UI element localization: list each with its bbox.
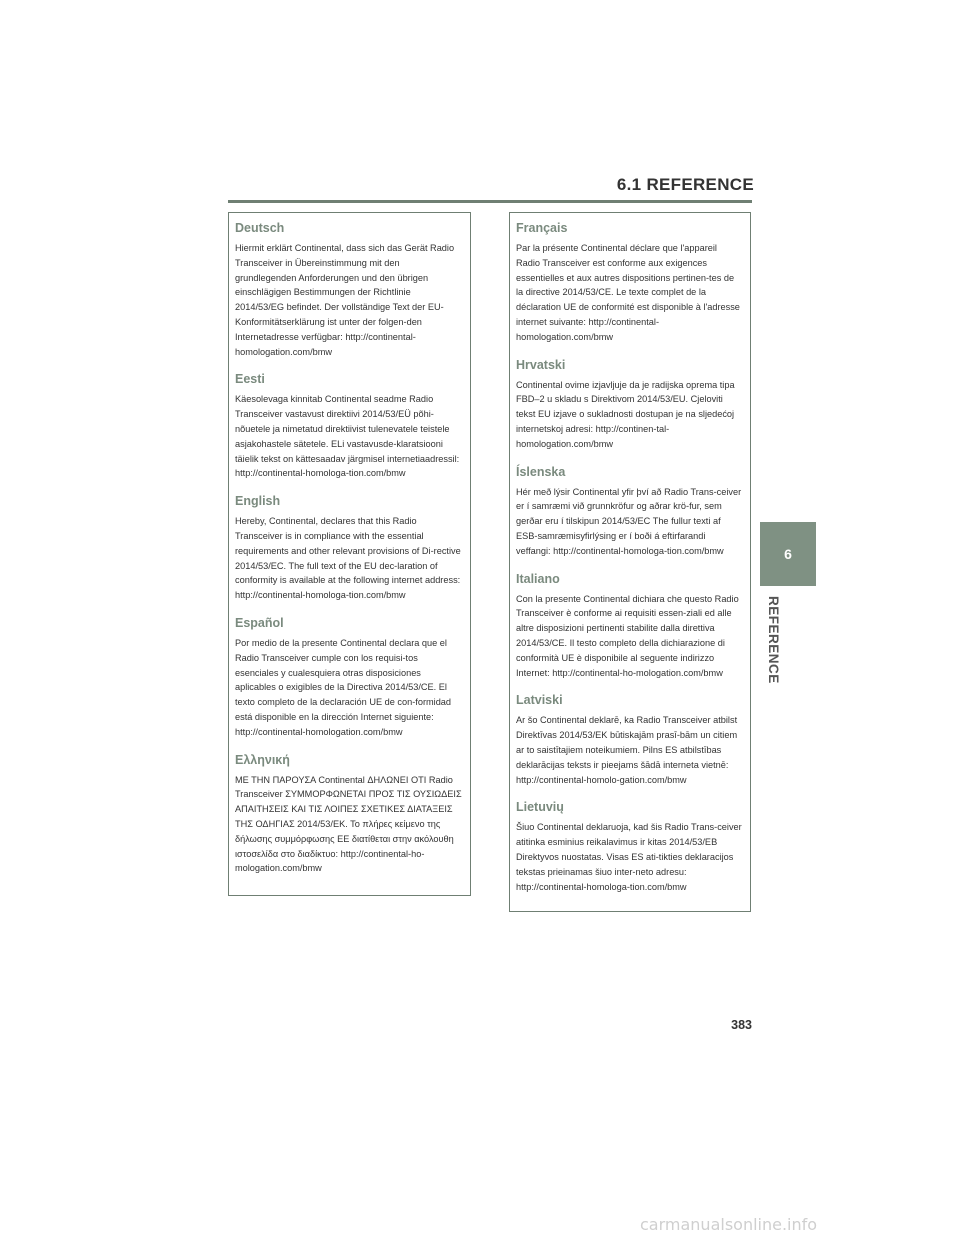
lang-section-eesti bbox=[235, 372, 462, 481]
lang-title: Hrvatski bbox=[516, 357, 566, 372]
lang-section-espanol bbox=[235, 616, 462, 740]
lang-text: Por medio de la presente Continental declara que el Radio Transceiver cumple con los requisi-tos esenciales y cualesquiera otras disposiciones aplicables o exigibles de la Directiva 2014/53/CE. El texto completo de la declaración UE de con-formidad está disponible en la dirección Internet siguiente: http://continental-homologation.com/bmw bbox=[235, 637, 452, 737]
lang-text: Šiuo Continental deklaruoja, kad šis Radio Trans-ceiver atitinka esminius reikalavimus ir kitas 2014/53/EB Direktyvos nuostatas. Visas ES ati-tikties deklaracijos tekstas prieinamas šiuo inter-neto adresu: http://continental-homologa-tion.com/bmw bbox=[516, 822, 742, 892]
chapter-label bbox=[765, 596, 785, 696]
lang-title: Íslenska bbox=[516, 464, 566, 479]
lang-text: Continental ovime izjavljuje da je radijska oprema tipa FBD–2 u skladu s Direktivom 2014/53/EU. Cjeloviti tekst EU izjave o sukladnosti dostupan je na sljedećoj internetskoj adresi: http://continen-tal-homologation.com/bmw bbox=[516, 379, 735, 449]
lang-text: Con la presente Continental dichiara che questo Radio Transceiver è conforme ai requisiti essen-ziali ed alle altre disposizioni pertinenti stabilite dalla direttiva 2014/53/CE. Il testo completo della dichiarazione di conformità UE è disponibile al seguente indirizzo Internet: http://continental-ho-mologation.com/bmw bbox=[516, 593, 739, 678]
lang-section-lietuviu bbox=[516, 800, 742, 894]
lang-title: Eesti bbox=[235, 372, 265, 387]
lang-text: Hereby, Continental, declares that this Radio Transceiver is in compliance with the essential requirements and other relevant provisions of Di-rective 2014/53/EC. The full text of the EU dec-laration of conformity is available at the following internet address: http://continental-homologa-tion.com/bmw bbox=[235, 516, 461, 601]
lang-section-italiano bbox=[516, 572, 742, 681]
lang-section-english bbox=[235, 494, 462, 603]
lang-text: Par la présente Continental déclare que l'appareil Radio Transceiver est conforme aux exigences essentielles et aux autres dispositions pertinen-tes de la directive 2014/53/CE. Le texte complet de la déclaration UE de conformité est disponible à l'adresse internet suivante: http://continental-homologation.com/bmw bbox=[516, 243, 740, 342]
lang-title: Deutsch bbox=[235, 221, 285, 235]
lang-section-hrvatski bbox=[516, 358, 742, 452]
lang-section-islenska bbox=[516, 465, 742, 559]
watermark: carmanualsonline.info bbox=[640, 1215, 818, 1234]
lang-text: Käesolevaga kinnitab Continental seadme Radio Transceiver vastavust direktiivi 2014/53/EÜ põhi-nõuetele ja nimetatud direktiivist tulenevatele teistele asjakohastele sätetele. ELi vastavusde-klaratsiooni täielik tekst on kättesaadav järgmisel internetiaadressil: http://continental-homologa-tion.com/bmw bbox=[235, 394, 460, 479]
lang-text: Hér með lýsir Continental yfir því að Radio Trans-ceiver er í samræmi við grunnkröfur og aðrar krö-fur, sem gerðar eru í tilskipun 2014/53/EC The fullur texti af ESB-samræmisyfirlýsing er í boði á eftirfarandi veffangi: http://continental-homologa-tion.com/bmw bbox=[516, 486, 742, 556]
lang-text: Ar šo Continental deklarē, ka Radio Transceiver atbilst Direktīvas 2014/53/EK būtiskajām prasī-bām un citiem ar to saistītajiem noteikumiem. Pilns ES atbilstības deklarācijas teksts ir pieejams šādā interneta vietnē: http://continental-homolo-gation.com/bmw bbox=[516, 715, 738, 785]
lang-title: Lietuvių bbox=[516, 800, 564, 815]
declarations-left-box bbox=[228, 212, 471, 896]
lang-title: Français bbox=[516, 221, 568, 235]
lang-title: Español bbox=[235, 615, 284, 630]
chapter-label-text: REFERENCE bbox=[766, 596, 781, 684]
lang-title: Ελληνική bbox=[235, 752, 290, 767]
lang-section-greek bbox=[235, 753, 462, 877]
declarations-right-box bbox=[509, 212, 751, 912]
lang-section-latviski bbox=[516, 693, 742, 787]
page-number: 383 bbox=[731, 1018, 752, 1032]
lang-title: English bbox=[235, 494, 281, 509]
lang-title: Italiano bbox=[516, 571, 560, 586]
lang-text: ΜΕ ΤΗΝ ΠΑΡΟΥΣΑ Continental ΔΗΛΩΝΕΙ ΟΤΙ Radio Transceiver ΣΥΜΜΟΡΦΩΝΕΤΑΙ ΠΡΟΣ ΤΙΣ ΟΥΣΙΩΔΕΙΣ ΑΠΑΙΤΗΣΕΙΣ ΚΑΙ ΤΙΣ ΛΟΙΠΕΣ ΣΧΕΤΙΚΕΣ ΔΙΑΤΑΞΕΙΣ ΤΗΣ ΟΔΗΓΙΑΣ 2014/53/ΕΚ. Το πλήρες κείμενο της δήλωσης συμμόρφωσης ΕΕ διατίθεται στην ακόλουθη ιστοσελίδα στο διαδίκτυο: http://continental-ho-mologation.com/bmw bbox=[235, 774, 462, 874]
chapter-tab[interactable]: 6 bbox=[760, 522, 816, 586]
header-rule bbox=[228, 200, 752, 203]
lang-text: Hiermit erklärt Continental, dass sich das Gerät Radio Transceiver in Übereinstimmung mit den grundlegenden Anforderungen und den übrigen einschlägigen Bestimmungen der Richtlinie 2014/53/EG befindet. Der vollständige Text der EU-Konformitätserklärung ist unter der folgen-den Internetadresse verfügbar: http://continental-homologation.com/bmw bbox=[235, 243, 455, 357]
lang-section-deutsch bbox=[235, 221, 462, 359]
section-title: 6.1 REFERENCE bbox=[616, 175, 754, 194]
lang-title: Latviski bbox=[516, 693, 563, 708]
lang-section-francais bbox=[516, 221, 742, 345]
